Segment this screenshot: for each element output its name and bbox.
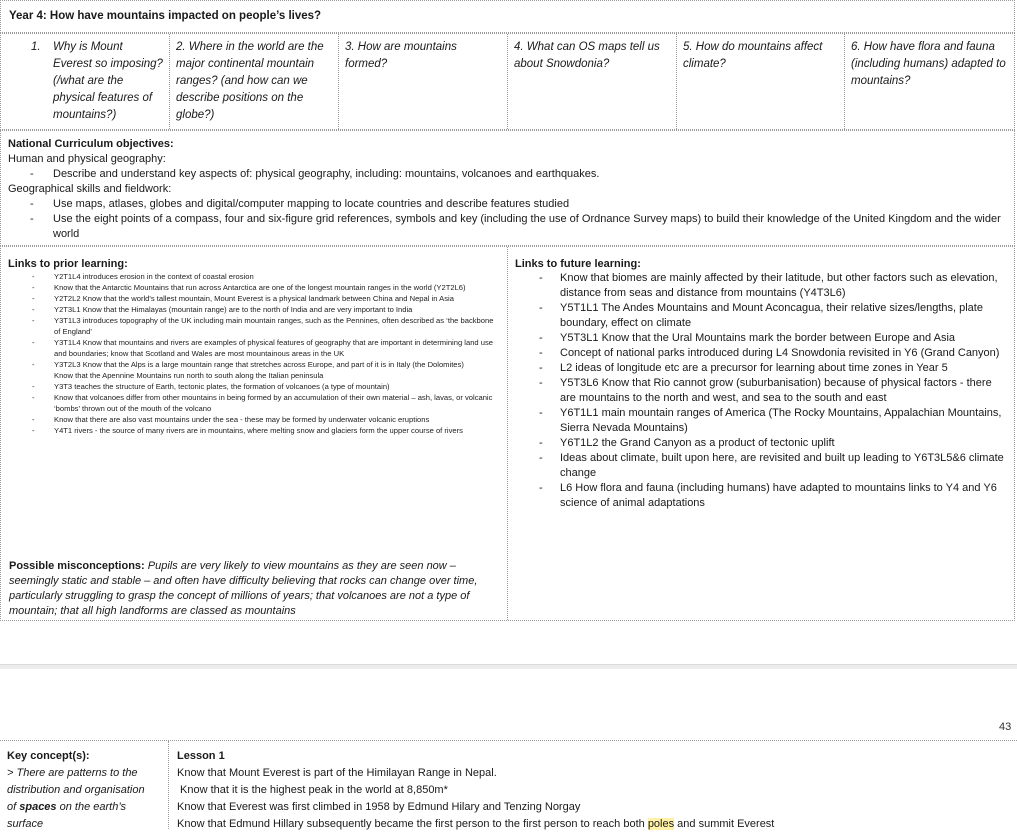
list-item: - Y3T1L4 Know that mountains and rivers are examples of physical features of geography that are important in determining land use and boundaries; know that Scotland and Wales are most mountainous areas in the UK	[32, 338, 493, 358]
list-item: - Concept of national parks introduced during L4 Snowdonia revisited in Y6 (Grand Canyon)	[539, 347, 1000, 359]
question-text: Where in the world are the major continental mountain ranges? (and how can we describe positions on the globe?)	[176, 41, 324, 121]
key-concept-line: surface	[7, 818, 44, 830]
question-number: 5.	[683, 41, 693, 53]
list-item: - Y5T1L1 The Andes Mountains and Mount Aconcagua, their relative sizes/lengths, plate boundary, effect on climate	[539, 302, 983, 329]
nc-item: - Describe and understand key aspects of: physical geography, including: mountains, volcanoes and earthquakes.	[30, 168, 600, 180]
list-item: - Know that biomes are mainly affected by their latitude, but other factors such as elevation, distance from seas and distance from mountains (Y4T3L6)	[539, 272, 998, 299]
question-number: 2.	[176, 41, 186, 53]
lesson-line: Know that Mount Everest is part of the Himilayan Range in Nepal.	[177, 767, 497, 779]
misconceptions-text: Pupils are very likely to view mountains as they are seen now – seemingly static and stable – and often have difficulty believing that rocks can change over time, particularly struggling to grasp the concept of millions of years; that volcanoes are not a type of mountain; that all high landforms are classed as mountains	[9, 560, 478, 617]
lesson-line: Know that Everest was first climbed in 1958 by Edmund Hilary and Tenzing Norgay	[177, 801, 581, 813]
question-text: How are mountains formed?	[345, 41, 457, 70]
question-cell-5	[677, 34, 845, 129]
highlighted-text: poles	[647, 818, 675, 830]
dash-bullet: -	[30, 198, 34, 210]
list-item: - Ideas about climate, built upon here, are revisited and built up leading to Y6T3L5&6 climate change	[539, 452, 1004, 479]
future-learning-cell	[508, 247, 1014, 620]
key-concept-row	[0, 740, 1017, 829]
national-curriculum-section	[0, 130, 1015, 246]
list-item: - Y5T3L6 Know that Rio cannot grow (suburbanisation) because of physical factors - there are mountains to the north and west, and sea to the south and east	[539, 377, 992, 404]
list-item: - L2 ideas of longitude etc are a precursor for learning about time zones in Year 5	[539, 362, 948, 374]
misconceptions-label: Possible misconceptions:	[9, 560, 145, 572]
question-text: Why is Mount Everest so imposing? (/what are the physical features of mountains?)	[53, 41, 163, 121]
question-cell-3	[339, 34, 508, 129]
links-section	[0, 246, 1015, 621]
misconceptions	[9, 559, 501, 619]
list-item: - Y2T3L1 Know that the Himalayas (mountain range) are to the north of India and are very important to India	[32, 305, 413, 314]
page-title: Year 4: How have mountains impacted on people’s lives?	[9, 10, 322, 22]
lesson-line: Know that Edmund Hillary subsequently became the first person to the first person to reach both poles and summit Everest	[177, 818, 775, 830]
question-cell-1	[1, 34, 170, 129]
lesson-cell	[177, 748, 1007, 833]
list-item: - Y6T1L1 main mountain ranges of America (The Rocky Mountains, Appalachian Mountains, Sierra Nevada Mountains)	[539, 407, 1002, 434]
key-concept-cell	[7, 748, 165, 833]
key-concept-heading: Key concept(s):	[7, 750, 90, 762]
question-cell-2	[170, 34, 339, 129]
list-item: Know that the Apennine Mountains run north to south along the Italian peninsula	[54, 371, 324, 380]
list-item: - Y4T1 rivers - the source of many rivers are in mountains, where melting snow and glaciers form the upper course of rivers	[32, 426, 463, 435]
column-divider	[168, 741, 169, 829]
lesson-line: Know that it is the highest peak in the world at 8,850m*	[177, 784, 448, 796]
key-concept-line: > There are patterns to the	[7, 767, 138, 779]
key-concept-line: of spaces on the earth’s	[7, 801, 127, 813]
page-number: 43	[999, 721, 1012, 733]
list-item: - Know that the Antarctic Mountains that run across Antarctica are one of the longest mountain ranges in the world (Y2T2L6)	[32, 283, 466, 292]
list-item: - Y3T3 teaches the structure of Earth, tectonic plates, the formation of volcanoes (a type of mountain)	[32, 382, 390, 391]
question-number: 1.	[31, 41, 41, 53]
list-item: - Know that there are also vast mountains under the sea - these may be formed by underwater volcanic eruptions	[32, 415, 430, 424]
page-separator	[0, 664, 1017, 669]
list-item: - Y2T1L4 introduces erosion in the context of coastal erosion	[32, 272, 254, 281]
nc-item: - Use the eight points of a compass, four and six-figure grid references, symbols and key (including the use of Ordnance Survey maps) to build their knowledge of the United Kingdom and the wider world	[30, 213, 1001, 240]
nc-item: - Use maps, atlases, globes and digital/computer mapping to locate countries and describe features studied	[30, 198, 570, 210]
list-item: - Y6T1L2 the Grand Canyon as a product of tectonic uplift	[539, 437, 835, 449]
dash-bullet: -	[30, 213, 34, 225]
future-learning-heading: Links to future learning:	[515, 258, 641, 270]
title-row	[0, 0, 1015, 33]
question-number: 4.	[514, 41, 524, 53]
question-text: How do mountains affect climate?	[683, 41, 823, 70]
question-cell-4	[508, 34, 677, 129]
nc-heading: National Curriculum objectives:	[8, 138, 174, 150]
dash-bullet: -	[30, 168, 34, 180]
lesson-heading: Lesson 1	[177, 750, 225, 762]
prior-learning-heading: Links to prior learning:	[8, 258, 128, 270]
key-concept-line: distribution and organisation	[7, 784, 145, 796]
questions-row	[0, 33, 1015, 130]
list-item: - Y3T2L3 Know that the Alps is a large mountain range that stretches across Europe, and part of it is in Italy (the Dolomites)	[32, 360, 464, 369]
nc-subheading-skills: Geographical skills and fieldwork:	[8, 183, 172, 195]
nc-subheading-human: Human and physical geography:	[8, 153, 166, 165]
list-item: - Y5T3L1 Know that the Ural Mountains mark the border between Europe and Asia	[539, 332, 956, 344]
list-item: - Y2T2L2 Know that the world's tallest mountain, Mount Everest is a physical landmark between China and Nepal in Asia	[32, 294, 454, 303]
list-item: - L6 How flora and fauna (including humans) have adapted to mountains links to Y4 and Y6 science of animal adaptations	[539, 482, 997, 509]
question-text: How have flora and fauna (including humans) adapted to mountains?	[851, 41, 1006, 87]
list-item: - Y3T1L3 introduces topography of the UK including main mountain ranges, such as the Pennines, often described as ‘the backbone of England’	[32, 316, 494, 336]
list-item: - Know that volcanoes differ from other mountains in being formed by an accumulation of their own material – ash, lavas, or volcanic ‘bombs’ thrown out of the mouth of the volcano	[32, 393, 493, 413]
question-text: What can OS maps tell us about Snowdonia?	[514, 41, 660, 70]
question-number: 3.	[345, 41, 355, 53]
prior-learning-cell	[1, 247, 508, 620]
question-cell-6	[845, 34, 1014, 129]
question-number: 6.	[851, 41, 861, 53]
